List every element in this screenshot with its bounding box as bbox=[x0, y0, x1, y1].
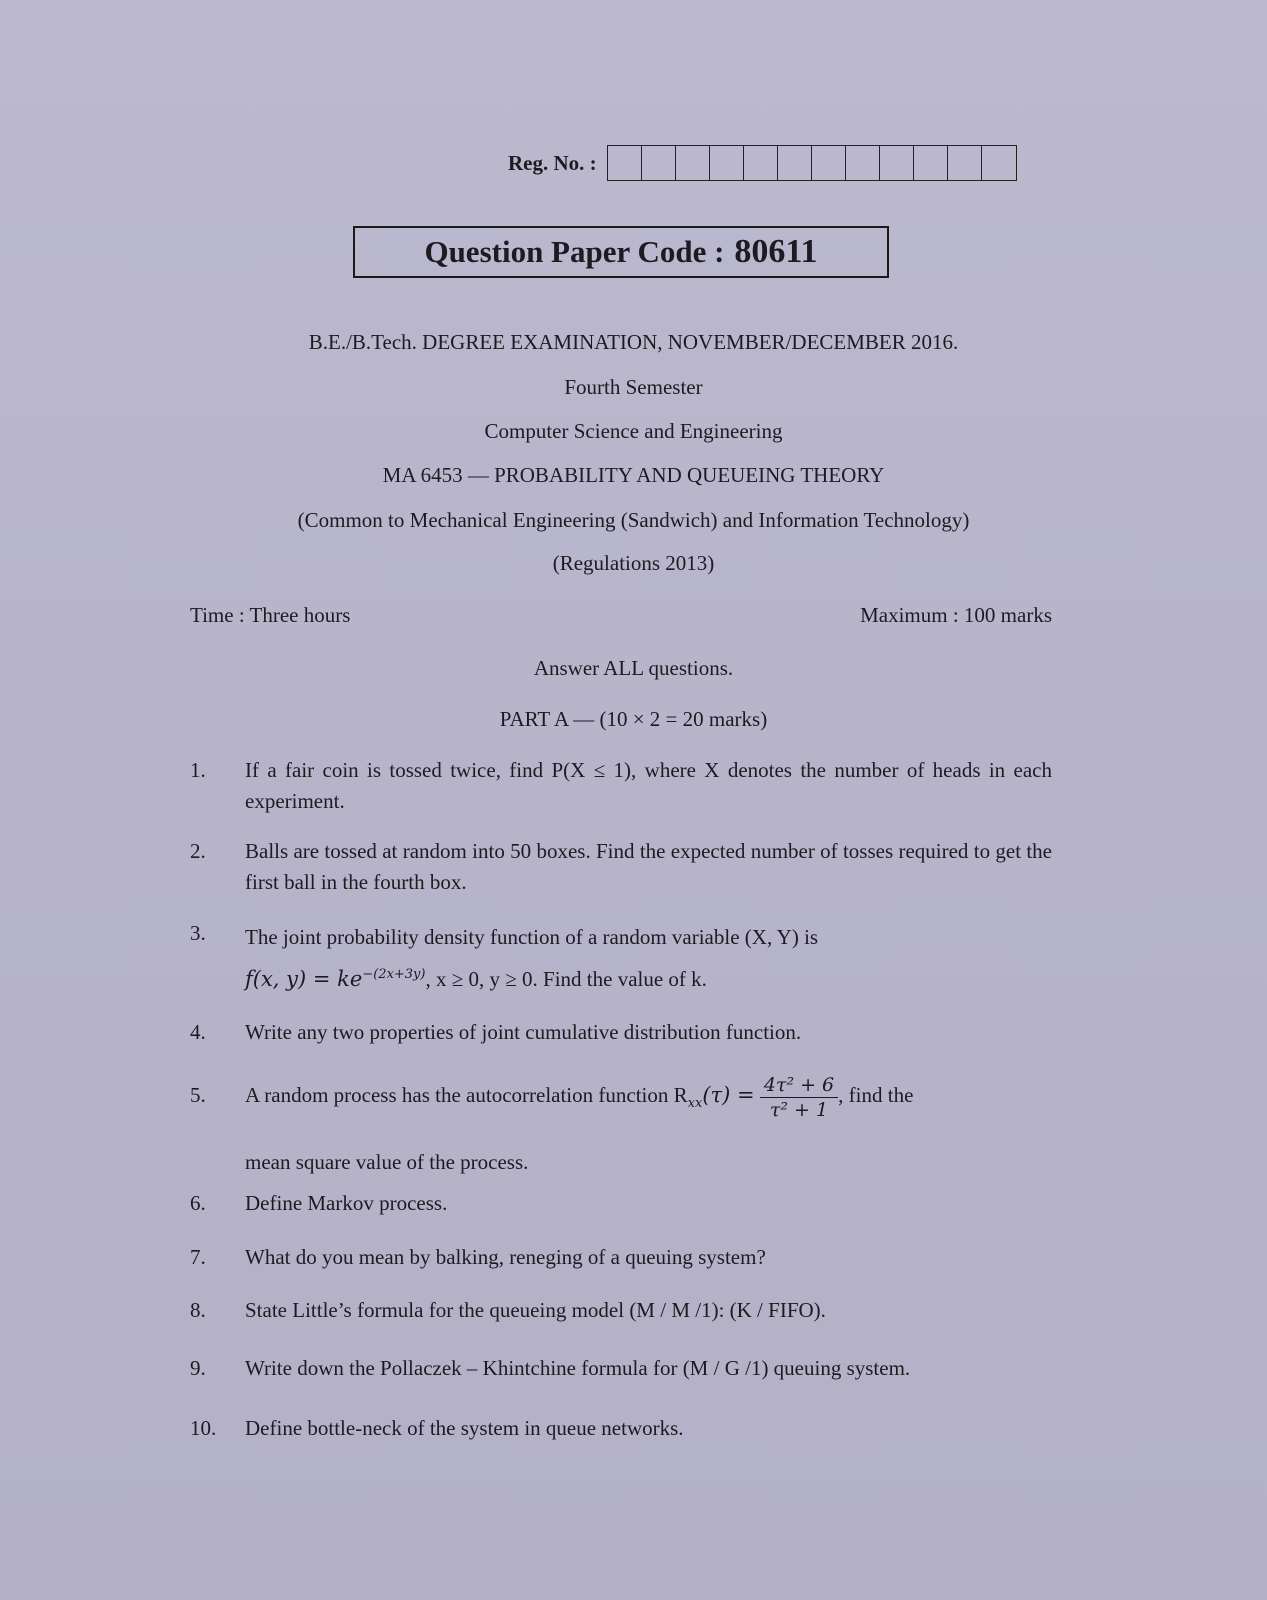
question-text-c: , x ≥ 0, y ≥ 0. Find the value of k. bbox=[425, 967, 707, 991]
code-label: Question Paper Code : bbox=[424, 234, 725, 269]
question-8 bbox=[190, 1295, 1052, 1326]
question-number: 4. bbox=[190, 1020, 206, 1044]
question-text: Write down the Pollaczek – Khintchine formula for (M / G /1) queuing system. bbox=[245, 1356, 911, 1380]
question-text: If a fair coin is tossed twice, find P(X ≤ 1), where X denotes the number of heads in each experiment. bbox=[245, 758, 1052, 813]
part-heading: PART A — (10 × 2 = 20 marks) bbox=[499, 707, 768, 731]
question-text-b: (τ) = bbox=[702, 1083, 755, 1107]
question-number: 10. bbox=[190, 1416, 217, 1440]
reg-no-box bbox=[812, 146, 846, 180]
question-paper-code bbox=[353, 226, 889, 278]
question-number: 3. bbox=[190, 921, 206, 945]
code-number: 80611 bbox=[734, 233, 818, 270]
semester: Fourth Semester bbox=[564, 375, 703, 399]
question-10 bbox=[190, 1413, 1052, 1444]
question-number: 8. bbox=[190, 1298, 206, 1322]
instruction: Answer ALL questions. bbox=[533, 656, 734, 680]
fraction-numerator: 4τ² + 6 bbox=[760, 1073, 838, 1098]
reg-no-box bbox=[880, 146, 914, 180]
reg-no-box bbox=[914, 146, 948, 180]
reg-no bbox=[508, 145, 1017, 181]
question-3 bbox=[190, 918, 1052, 998]
reg-no-box bbox=[948, 146, 982, 180]
question-exponent: −(2x+3y) bbox=[362, 967, 426, 982]
question-6 bbox=[190, 1188, 1052, 1219]
reg-no-label: Reg. No. : bbox=[508, 150, 597, 175]
question-number: 2. bbox=[190, 839, 206, 863]
question-text: Define Markov process. bbox=[245, 1191, 448, 1215]
question-text-d: mean square value of the process. bbox=[245, 1150, 529, 1175]
autocorrelation-fraction bbox=[760, 1073, 838, 1122]
subject: MA 6453 — PROBABILITY AND QUEUEING THEORY bbox=[382, 463, 885, 487]
time: Time : Three hours bbox=[190, 603, 351, 627]
department: Computer Science and Engineering bbox=[484, 419, 783, 443]
question-text bbox=[245, 918, 1052, 998]
question-text-c: , find the bbox=[838, 1083, 914, 1107]
reg-no-box bbox=[982, 146, 1016, 180]
reg-no-box bbox=[846, 146, 880, 180]
question-number: 7. bbox=[190, 1245, 206, 1269]
exam-title: B.E./B.Tech. DEGREE EXAMINATION, NOVEMBER/DECEMBER 2016. bbox=[308, 330, 959, 354]
question-number: 5. bbox=[190, 1083, 206, 1107]
reg-no-box bbox=[744, 146, 778, 180]
question-text: Define bottle-neck of the system in queue networks. bbox=[245, 1416, 684, 1440]
reg-no-box bbox=[642, 146, 676, 180]
question-number: 9. bbox=[190, 1356, 206, 1380]
reg-no-box bbox=[710, 146, 744, 180]
fraction-denominator: τ² + 1 bbox=[769, 1098, 829, 1121]
regulations: (Regulations 2013) bbox=[552, 551, 715, 575]
question-number: 6. bbox=[190, 1191, 206, 1215]
question-text: Write any two properties of joint cumulative distribution function. bbox=[245, 1020, 802, 1044]
question-text-a: The joint probability density function of a random variable (X, Y) is bbox=[245, 925, 819, 949]
common-note: (Common to Mechanical Engineering (Sandwich) and Information Technology) bbox=[297, 508, 970, 532]
question-text: Balls are tossed at random into 50 boxes. Find the expected number of tosses required to get the first ball in the fourth box. bbox=[245, 839, 1052, 894]
reg-no-box bbox=[778, 146, 812, 180]
question-number: 1. bbox=[190, 758, 206, 782]
reg-no-boxes bbox=[607, 145, 1017, 181]
max-marks: Maximum : 100 marks bbox=[860, 603, 1052, 627]
time-marks-row bbox=[190, 603, 1052, 628]
question-text-a: A random process has the autocorrelation function R bbox=[245, 1083, 688, 1107]
question-1 bbox=[190, 755, 1052, 817]
question-text: What do you mean by balking, reneging of a queuing system? bbox=[245, 1245, 766, 1269]
question-5 bbox=[190, 1066, 1052, 1191]
reg-no-box bbox=[676, 146, 710, 180]
question-2 bbox=[190, 836, 1052, 898]
question-subscript: xx bbox=[687, 1096, 703, 1112]
reg-no-box bbox=[608, 146, 642, 180]
question-text: State Little’s formula for the queueing model (M / M /1): (K / FIFO). bbox=[245, 1298, 826, 1322]
question-9 bbox=[190, 1353, 1052, 1384]
question-text bbox=[245, 1066, 1052, 1191]
question-7 bbox=[190, 1242, 1052, 1273]
question-formula: f(x, y) = ke bbox=[245, 967, 363, 991]
question-4 bbox=[190, 1017, 1052, 1048]
